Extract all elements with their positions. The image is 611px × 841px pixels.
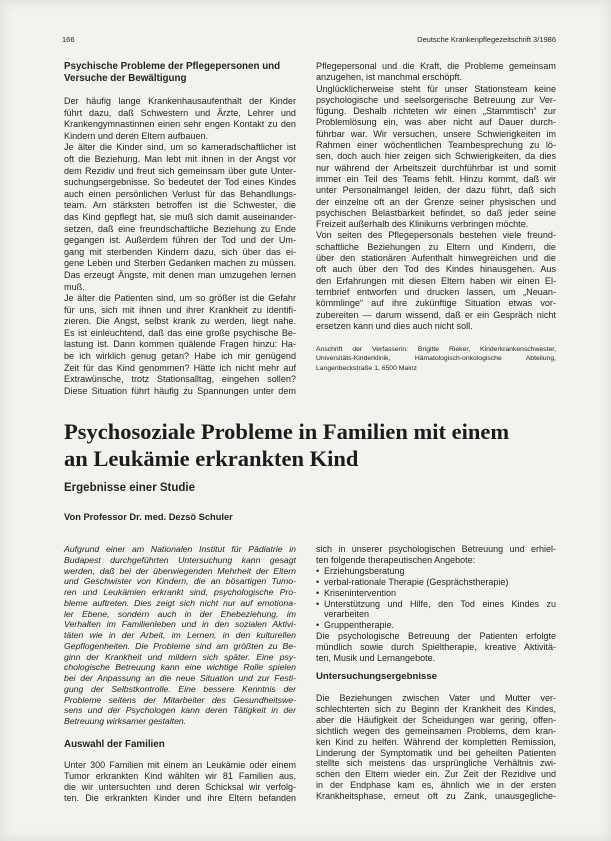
text-line: Tumor erkrankten Kind wählten wir 81 Familien aus, [64, 770, 296, 781]
text-line: Das erzeugt Ängste, mit denen man umzugehen lernen [64, 269, 296, 280]
text-line: den Erfahrungen mit diesen Eltern haben wir einen El- [316, 275, 556, 286]
text-line: Unglücklicherweise steht für unser Stationsteam keine [316, 83, 556, 94]
text-line: über den stationären Aufenthalt hinwegreichen und die [316, 253, 556, 264]
text-line: Von seiten des Pflegepersonals bestehen viele freund- [316, 230, 556, 241]
text-line: Die Beziehungen zwischen Vater und Mutter ver- [316, 693, 556, 703]
text-line: Rahmen einer wöchentlichen Teambesprechung zu lö- [316, 140, 556, 151]
abstract-line: Aufgrund einer am Nationalen Institut für Pädiatrie in [64, 544, 296, 554]
abstract-line: sens und der Psychologen kann deren Tätigkeit in der [64, 705, 296, 716]
section-heading [64, 61, 296, 85]
abstract-line: ren und Leukämien erkrankt sind, psychologische Pro- [64, 587, 296, 597]
text-line: lastung ist. Dann kommen quälende Fragen hinzu: Ha- [64, 339, 296, 350]
article-title [64, 418, 544, 472]
text-line: führbar war. Wir versuchen, unsere Schwierigkeiten im [316, 128, 556, 139]
text-line: das Kind gepflegt hat, sie muß sich damit auseinander- [64, 211, 296, 222]
text-line: gegangen ist. Außerdem führen der Tod und der Um- [64, 235, 296, 246]
text-line: ternbrief entworfen und drucken lassen, um „Neuan- [316, 286, 556, 297]
text-line: fügung. Deshalb richteten wir einen „Stammtisch“ zur [316, 106, 556, 117]
body-text-column-right [316, 693, 556, 802]
text-line: Kindern und deren Eltern aufbauen. [64, 130, 209, 141]
text-line: ersetzen kann und dies auch nicht soll. [316, 320, 473, 331]
text-line: zieren. Die Angst, selbst krank zu werden, liegt nahe. [64, 316, 296, 327]
text-line: dem Rezidiv und freut sich gemeinsam über gute Unter- [64, 165, 296, 176]
abstract-line: und Geschwister von Kindern, die an bösartigen Tumo- [64, 576, 296, 587]
list-item-line: • Gruppentherapie. [324, 620, 395, 631]
text-line: schaftliche Beziehungen zu Eltern und Kindern, die [316, 241, 556, 252]
text-line: setzen, daß eine freundschaftliche Beziehung zu Ende [64, 223, 296, 234]
text-line: nur während der Arbeitszeit durchführbar ist und somit [316, 162, 556, 173]
abstract-line: ler Ebene, sondern auch in der Ehebeziehung, im [64, 608, 296, 619]
text-line: stellte sich meistens das ursprüngliche Verhältnis zwi- [316, 758, 556, 769]
text-line: Diese Situation führt häufig zu Spannungen unter dem [64, 385, 296, 396]
text-line: Es ist einleuchtend, daß das eine große psychische Be- [64, 327, 296, 338]
section-heading-line: Versuche der Bewältigung [64, 73, 187, 84]
section-heading: Untersuchungsergebnisse [316, 671, 438, 682]
text-line: in der Endphase kam es, ähnlich wie in der ersten [316, 780, 556, 791]
text-line: sich in unserer psychologischen Betreuung und erhiel- [316, 544, 556, 554]
text-line: gang mit sterbenden Kindern dazu, sich über das ei- [64, 246, 296, 257]
text-line: be ich wirklich genug getan? Habe ich mir genügend [64, 351, 296, 362]
list-item-line: • Unterstützung und Hilfe, den Tod eines Kindes zu [324, 598, 556, 609]
address-line: Langenbeckstraße 1, 6500 Mainz [316, 364, 417, 372]
text-line: Zeit für das Kind genommen? Hätte ich nicht mehr auf [64, 362, 296, 373]
body-text-column-right [316, 544, 556, 664]
article-title-line: an Leukämie erkrankten Kind [64, 446, 359, 471]
abstract-line: chologische Betreuung kann eine wichtige Rolle spielen [64, 662, 296, 673]
abstract-line: ginn der Krankheit und mildern sich später. Eine psy- [64, 651, 296, 662]
text-line: Der häufig lange Krankenhausaufenthalt der Kinder [64, 96, 296, 106]
abstract-line: bleme auftreten. Dies zeigt sich nicht nur auf emotiona- [64, 597, 296, 608]
abstract-line: Gepflogenheiten. Die Probleme sind am größten zu Be- [64, 640, 296, 651]
text-line: Freizeit außerhalb des Klinikums verbringen möchte. [316, 219, 529, 230]
text-line: die wir untersuchten und deren Schicksal wir verfolg- [64, 781, 296, 792]
text-line: Je älter die Kinder sind, um so kameradschaftlicher ist [64, 142, 296, 153]
list-item [316, 577, 556, 588]
article-subtitle: Ergebnisse einer Studie [64, 482, 196, 494]
section-heading: Auswahl der Familien [64, 739, 165, 750]
text-line: team. Am stärksten betroffen ist die Schwester, die [64, 200, 296, 211]
text-line: Krankengymnastinnen einen sehr engen Kontakt zu den [64, 119, 296, 130]
therapy-intro [316, 544, 556, 566]
text-line: oft auch über den Tod des Kindes hinausgehen. Aus [316, 264, 556, 275]
abstract-line: werden, daß bei der überwiegenden Mehrheit der Eltern [64, 565, 296, 576]
text-line: Unter 300 Familien mit einem an Leukämie oder einem [64, 760, 296, 770]
text-line: sen, doch auch hier zeigen sich Schwierigkeiten, da dies [316, 151, 556, 162]
text-line: ten. Die erkrankten Kinder und ihre Eltern befanden [64, 792, 296, 803]
text-line: ten, Musik und Lernangebote. [316, 653, 436, 664]
text-line: Linderung der Symptomatik und bei geheilten Patienten [316, 747, 556, 758]
list-item-line: • Erziehungsberatung [324, 565, 405, 576]
list-item [316, 588, 556, 599]
text-line: psychologische und seelsorgerische Betreuung zur Ver- [316, 94, 556, 105]
text-line: der einzelne oft an der Grenze seiner physischen und [316, 196, 556, 207]
text-line: unter Personalmangel leiden, der dazu führt, daß sich [316, 185, 556, 196]
address-line: Anschrift der Verfasserin: Brigitte Rieker, Kinderkrankenschwester, [316, 346, 556, 353]
journal-running-title: Deutsche Krankenpflegezeitschrift 3/1986 [417, 35, 556, 44]
abstract-line: gung der Selbstkontrolle. Eine bessere Kenntnis der [64, 683, 296, 694]
section-heading-line: Psychische Probleme der Pflegepersonen und [64, 61, 281, 72]
body-text-column-left [64, 96, 296, 397]
page-number: 166 [62, 35, 75, 44]
list-item-line: verarbeiten [324, 609, 370, 620]
therapy-list [316, 566, 556, 631]
text-line: ten folgende therapeutischen Angebote: [316, 554, 476, 565]
abstract-line: Budapest durchgeführten Untersuchung kann gesagt [64, 554, 296, 565]
abstract-line: bei der Anpassung an die neue Situation und zur Festi- [64, 673, 296, 683]
abstract-line: Verhalten im Familienleben und in den sozialen Aktivi- [64, 619, 296, 630]
text-line: immer ein Teil des Teams fehlt. Hinzu kommt, daß wir [316, 173, 556, 184]
article-byline: Von Professor Dr. med. Dezsö Schuler [64, 512, 233, 522]
text-line: gene Leben und Sterben Gedanken machen zu müssen. [64, 258, 296, 269]
text-line: kömmlinge“ auf ihre zukünftige Situation etwas vor- [316, 298, 556, 309]
list-item [316, 620, 556, 631]
text-line: zubereiten — darum wissend, daß er ein Gespräch nicht [316, 309, 556, 320]
text-line: Die psychologische Betreuung der Patienten erfolgte [316, 631, 556, 642]
text-line: ken Kind zu helfen. Während der kompletten Remission, [316, 736, 556, 747]
text-line: für uns, sich mit ihnen und ihrer Krankheit zu identifi- [64, 304, 296, 315]
list-item [316, 599, 556, 621]
text-line: suchungsergebnisse. So bedeutet der Tod eines Kindes [64, 177, 296, 188]
text-line: Pflegepersonal und die Kraft, die Probleme gemeinsam [316, 61, 556, 71]
text-line: aber die Häufigkeit der Scheidungen war gering, offen- [316, 714, 556, 725]
article-title-line: Psychosoziale Probleme in Familien mit einem [64, 419, 510, 444]
text-line: sichtlich wegen des gemeinsamen Problems, dem kran- [316, 725, 556, 736]
text-line: schen den Eltern wieder ein. Zur Zeit der Rezidive und [316, 769, 556, 780]
text-line: anzugehen, ist manchmal erschöpft. [316, 72, 463, 83]
text-line: mündlich sowie durch Spieltherapie, kreative Aktivitä- [316, 642, 556, 653]
text-line: Je älter die Patienten sind, um so größer ist die Gefahr [64, 293, 296, 304]
list-item [316, 566, 556, 577]
list-item-line: • Krisenintervention [324, 587, 397, 598]
text-line: oft die Beziehung. Man lebt mit ihnen in der Angst vor [64, 153, 296, 164]
abstract-line: Probleme seitens der Mitarbeiter des Gesundheitswe- [64, 694, 296, 705]
text-line: führt dazu, daß Schwestern und Ärzte, Lehrer und [64, 107, 296, 118]
text-line: Krankheitsphase, erneut oft zu Zank, unausgegliche- [316, 791, 556, 802]
therapy-after [316, 631, 556, 664]
text-line: muß. [64, 281, 85, 292]
article-abstract [64, 544, 296, 727]
text-line: auch einen persönlichen Verlust für das Behandlungs- [64, 188, 296, 199]
abstract-line: täten wie in der Arbeit, im Lernen, in den kulturellen [64, 630, 296, 640]
list-item-line: • verbal-rationale Therapie (Gesprächstherapie) [324, 576, 509, 587]
body-text-column-left [64, 760, 296, 804]
text-line: schlechterten sich zu Beginn der Krankheit des Kindes, [316, 703, 556, 714]
body-text-column-right [316, 61, 556, 332]
address-line: Universitäts-Kinderklinik, Hämatologisch-onkologische Abteilung, [316, 355, 556, 363]
text-line: Extrawünsche, trotz Stationsalltag, eingehen sollen? [64, 374, 296, 385]
text-line: psychischen Belastbarkeit befindet, so daß jeder seine [316, 207, 556, 218]
abstract-line: Betreuung wirksamer gestalten. [64, 716, 187, 726]
author-address [316, 345, 556, 373]
text-line: Problemlösung ein, was aber nicht auf Dauer durch- [316, 117, 556, 128]
